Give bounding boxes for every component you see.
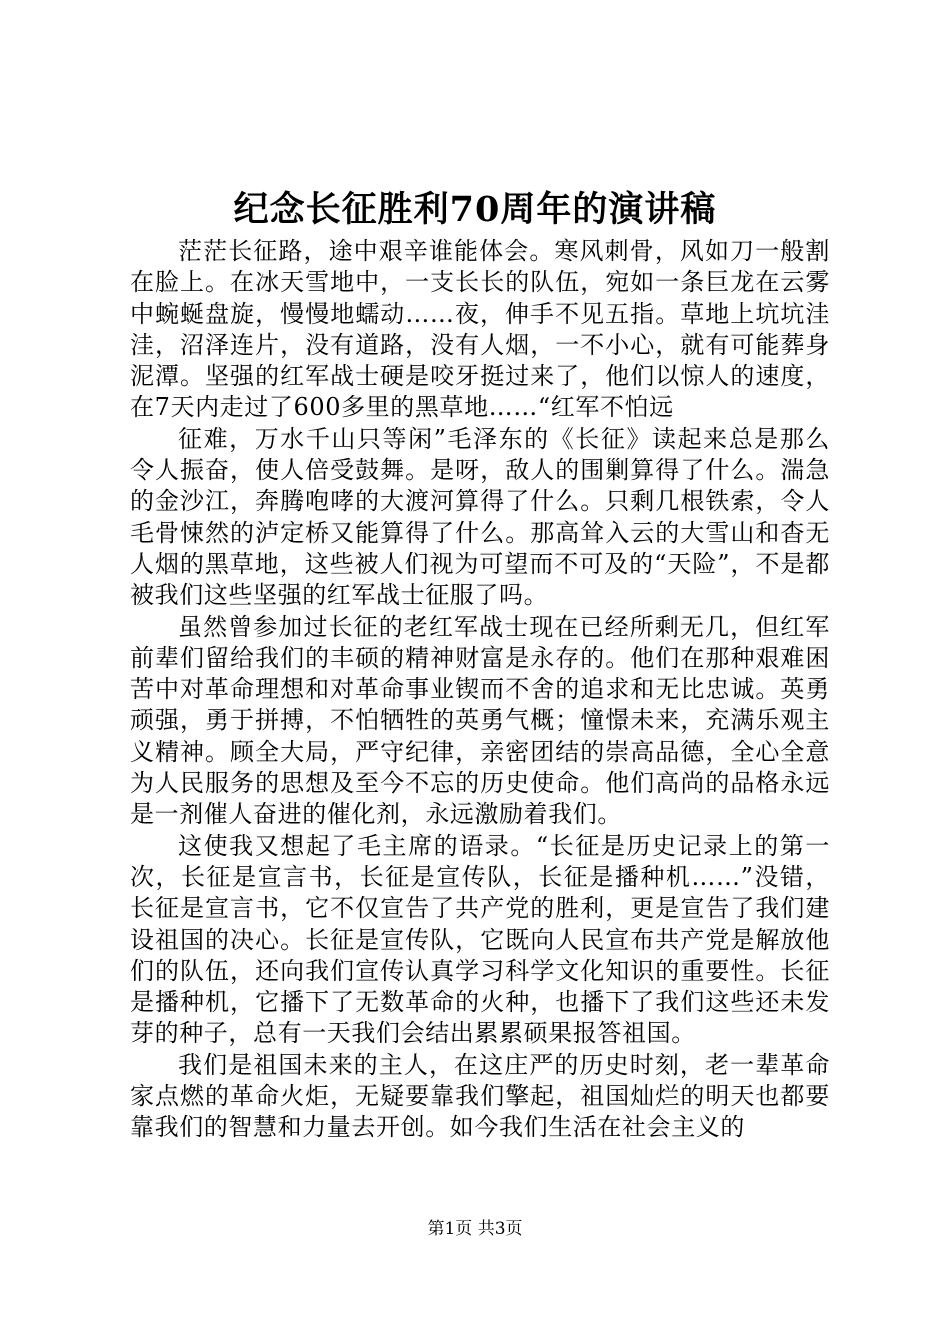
paragraph-3: 虽然曾参加过长征的老红军战士现在已经所剩无几，但红军前辈们留给我们的丰硕的精神财富是永存的。他们在那种艰难困苦中对革命理想和对革命事业锲而不舍的追求和无比忠诚。英勇顽强，勇于拼搏，不怕牺牲的英勇气概；憧憬未来，充满乐观主义精神。顾全大局，严守纪律，亲密团结的崇高品德，全心全意为人民服务的思想及至今不忘的历史使命。他们高尚的品格永远是一剂催人奋进的催化剂，永远激励着我们。 [130, 612, 830, 829]
document-body [130, 236, 830, 1144]
paragraph-5: 我们是祖国未来的主人，在这庄严的历史时刻，老一辈革命家点燃的革命火炬，无疑要靠我们擎起，祖国灿烂的明天也都要靠我们的智慧和力量去开创。如今我们生活在社会主义的 [130, 1050, 830, 1142]
paragraph-4: 这使我又想起了毛主席的语录。“长征是历史记录上的第一次，长征是宣言书，长征是宣传队，长征是播种机……”没错，长征是宣言书，它不仅宣告了共产党的胜利，更是宣告了我们建设祖国的决心。长征是宣传队，它既向人民宣布共产党是解放他们的队伍，还向我们宣传认真学习科学文化知识的重要性。长征是播种机，它播下了无数革命的火种，也播下了我们这些还未发芽的种子，总有一天我们会结出累累硕果报答祖国。 [130, 831, 830, 1048]
page-footer: 第1页 共3页 [427, 1219, 523, 1239]
document-title: 纪念长征胜利70周年的演讲稿 [233, 189, 717, 230]
paragraph-1: 茫茫长征路，途中艰辛谁能体会。寒风刺骨，风如刀一般割在脸上。在冰天雪地中，一支长长的队伍，宛如一条巨龙在云雾中蜿蜒盘旋，慢慢地蠕动……夜，伸手不见五指。草地上坑坑洼洼，沼泽连片，没有道路，没有人烟，一不小心，就有可能葬身泥潭。坚强的红军战士硬是咬牙挺过来了，他们以惊人的速度，在7天内走过了600多里的黑草地……“红军不怕远 [130, 237, 830, 422]
paragraph-2: 征难，万水千山只等闲”毛泽东的《长征》读起来总是那么令人振奋，使人倍受鼓舞。是呀，敌人的围剿算得了什么。湍急的金沙江，奔腾咆哮的大渡河算得了什么。只剩几根铁索，令人毛骨悚然的泸定桥又能算得了什么。那高耸入云的大雪山和杳无人烟的黑草地，这些被人们视为可望而不可及的“天险”，不是都被我们这些坚强的红军战士征服了吗。 [130, 424, 830, 610]
